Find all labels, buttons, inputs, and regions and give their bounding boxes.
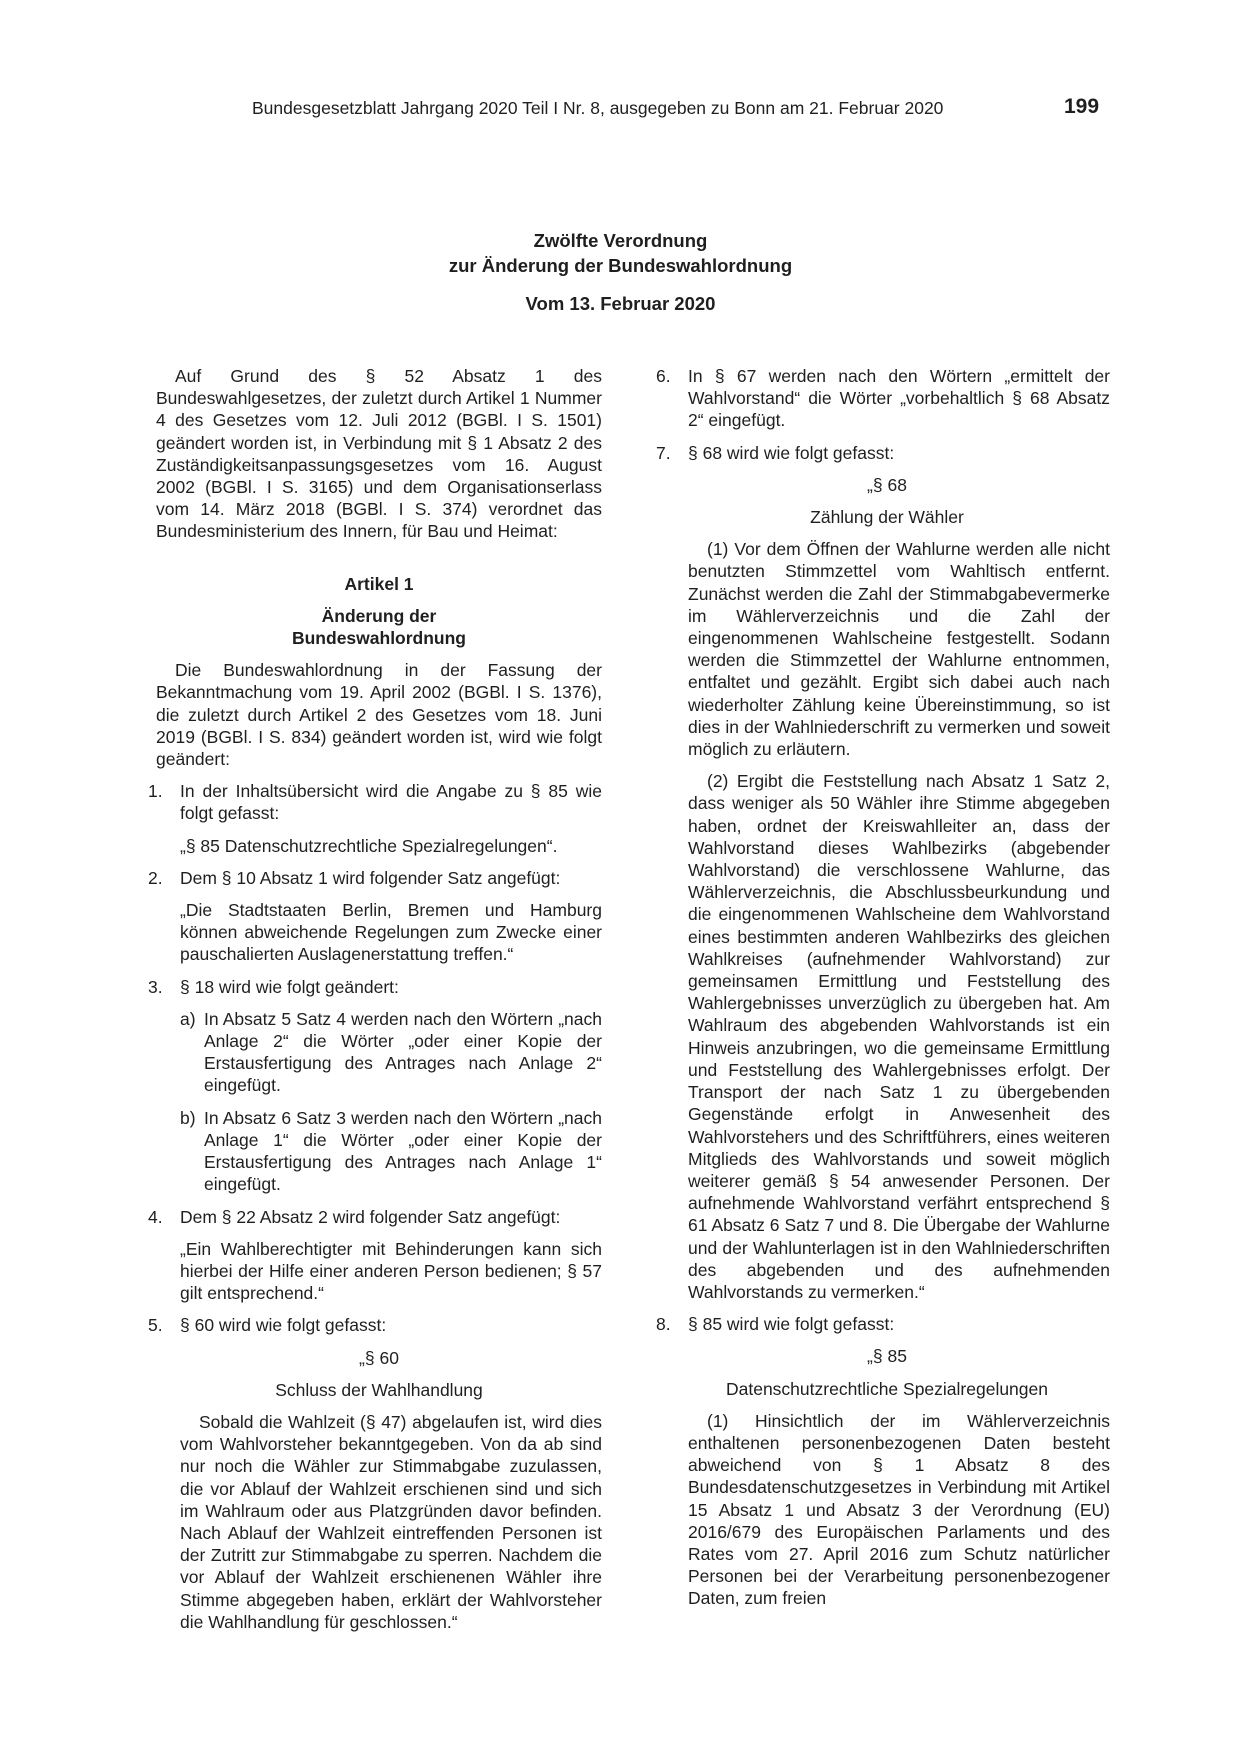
list-item-8 <box>656 1313 1110 1335</box>
list-item-text: Dem § 22 Absatz 2 wird folgender Satz angefügt: <box>180 1206 561 1227</box>
header-title: Bundesgesetzblatt Jahrgang 2020 Teil I Nr. 8, ausgegeben zu Bonn am 21. Februar 2020 <box>252 98 944 118</box>
list-item-number: 7. <box>656 442 671 463</box>
page-number: 199 <box>1064 95 1100 118</box>
right-column <box>656 365 1110 1610</box>
artikel-subheading-line-2: Bundeswahlordnung <box>291 628 467 649</box>
list-item-number: 6. <box>656 366 671 386</box>
paragraph-title-85: Datenschutzrechtliche Spezialregelungen <box>725 1378 1048 1399</box>
paragraph-body-68-2: (2) Ergibt die Feststellung nach Absatz 1 Satz 2, dass weniger als 50 Wähler ihre Stimme abgegeben haben, ordnet der Kreiswahlleiter an, dass der Wahlvorstand dieses Wahlbezirks (abgebender Wahlvorstand) die verschlossene Wahlurne, das Wählerverzeichnis, die Abschlussbeurkundung und die eingenommenen Wahlscheine dem Wahlvorstand eines bestimmten anderen Wahlbezirks des gleichen Wahlkreises (aufnehmender Wahlvorstand) zur gemeinsamen Ermittlung und Feststellung des Wahlergebnisses unverzüglich zu übergeben hat. Am Wahlraum des abgebenden Wahlvorstands ist ein Hinweis anzubringen, wo die gemeinsame Ermittlung und Feststellung des Wahlergebnisses erfolgt. Der Transport der nach Satz 1 zu übergebenden Gegenstände erfolgt in Anwesenheit des Wahlvorstehers und des Schriftführers, eines weiteren Mitglieds des Wahlvorstands und soweit möglich weiterer gemäß § 54 anwesender Personen. Der aufnehmende Wahlvorstand verfährt entsprechend § 61 Absatz 6 Satz 7 und 8. Die Übergabe der Wahlurne und der Wahlunterlagen ist in den Wahlniederschriften des abgebenden und des aufnehmenden Wahlvorstands zu vermerken.“ <box>688 771 1110 1302</box>
list-item-number: 1. <box>148 781 163 802</box>
list-item-text: § 18 wird wie folgt geändert: <box>180 976 399 997</box>
sub-item-text: In Absatz 5 Satz 4 werden nach den Wörtern „nach Anlage 2“ die Wörter „oder einer Kopie der Erstausfertigung des Antrages nach Anlage 2“ eingefügt. <box>204 1008 602 1096</box>
paragraph-number-85: „§ 85 <box>867 1346 907 1367</box>
paragraph-body-68-1: (1) Vor dem Öffnen der Wahlurne werden alle nicht benutzten Stimmzettel vom Wahltisch entfernt. Zunächst werden die Zahl der Stimmabgabevermerke im Wählerverzeichnis und die Zahl der eingenommenen Wahlscheine festgestellt. Sodann werden die Stimmzettel der Wahlurne entnommen, entfaltet und gezählt. Ergibt sich dabei auch nach wiederholter Zählung keine Übereinstimmung, so ist dies in der Wahlniederschrift zu vermerken und soweit möglich zu erläutern. <box>688 539 1110 760</box>
paragraph-title-68: Zählung der Wähler <box>810 507 964 528</box>
sub-item-label: a) <box>180 1008 196 1029</box>
list-item-6 <box>656 365 1110 432</box>
quote-1: „§ 85 Datenschutzrechtliche Spezialregelungen“. <box>180 835 558 856</box>
list-item-number: 5. <box>148 1315 163 1336</box>
paragraph-title-60: Schluss der Wahlhandlung <box>275 1379 483 1400</box>
left-column <box>148 365 602 1633</box>
paragraph-body-85-1: (1) Hinsichtlich der im Wählerverzeichnis enthaltenen personenbezogenen Daten besteht abweichend von § 1 Absatz 8 des Bundesdatenschutzgesetzes in Verbindung mit Artikel 15 Absatz 1 und Absatz 3 der Verordnung (EU) 2016/679 des Europäischen Parlaments und des Rates vom 27. April 2016 zum Schutz natürlicher Personen bei der Verarbeitung personenbezogener Daten, zum freien <box>688 1410 1110 1609</box>
list-item-1 <box>148 780 602 824</box>
list-item-number: 4. <box>148 1206 163 1227</box>
sub-item-label: b) <box>180 1107 196 1128</box>
list-item-number: 2. <box>148 867 163 888</box>
list-item-text: Dem § 10 Absatz 1 wird folgender Satz angefügt: <box>180 867 561 888</box>
paragraph-number-60: „§ 60 <box>359 1347 399 1368</box>
list-item-5 <box>148 1314 602 1336</box>
list-item-text: § 85 wird wie folgt gefasst: <box>688 1314 895 1335</box>
quote-4: „Ein Wahlberechtigter mit Behinderungen kann sich hierbei der Hilfe einer anderen Person bedienen; § 57 gilt entsprechend.“ <box>180 1238 602 1304</box>
list-item-7 <box>656 442 1110 464</box>
sub-item-a <box>156 1008 602 1097</box>
running-header <box>0 95 1241 124</box>
document-title-line-2: zur Änderung der Bundeswahlordnung <box>448 255 793 276</box>
list-item-4 <box>148 1206 602 1228</box>
sub-item-b <box>156 1107 602 1196</box>
artikel-intro: Die Bundeswahlordnung in der Fassung der Bekanntmachung vom 19. April 2002 (BGBl. I S. 1376), die zuletzt durch Artikel 2 des Gesetzes vom 18. Juni 2019 (BGBl. I S. 834) geändert worden ist, wird wie folgt geändert: <box>156 660 602 770</box>
paragraph-number-68: „§ 68 <box>867 474 907 495</box>
paragraph-body-60: Sobald die Wahlzeit (§ 47) abgelaufen ist, wird dies vom Wahlvorsteher bekanntgegeben. Von da ab sind nur noch die Wähler zur Stimmabgabe zuzulassen, die vor Ablauf der Wahlzeit erschienen sind und sich im Wahlraum oder aus Platzgründen davor befinden. Nach Ablauf der Wahlzeit eintreffenden Personen ist der Zutritt zur Stimmabgabe zu sperren. Nachdem die vor Ablauf der Wahlzeit erschienenen Wähler ihre Stimme abgegeben haben, erklärt der Wahlvorsteher die Wahlhandlung für geschlossen.“ <box>180 1411 602 1632</box>
preamble: Auf Grund des § 52 Absatz 1 des Bundeswahlgesetzes, der zuletzt durch Artikel 1 Nummer 4 des Gesetzes vom 12. Juli 2012 (BGBl. I S. 1501) geändert worden ist, in Verbindung mit § 1 Absatz 2 des Zuständigkeitsanpassungsgesetzes vom 16. August 2002 (BGBl. I S. 3165) und dem Organisationserlass vom 14. März 2018 (BGBl. I S. 374) verordnet das Bundesministerium des Innern, für Bau und Heimat: <box>156 366 602 542</box>
document-date: Vom 13. Februar 2020 <box>525 293 716 314</box>
document-title-block <box>0 228 1241 315</box>
list-item-text: In der Inhaltsübersicht wird die Angabe zu § 85 wie folgt gefasst: <box>180 781 602 824</box>
list-item-text: § 68 wird wie folgt gefasst: <box>688 442 895 463</box>
list-item-text: In § 67 werden nach den Wörtern „ermittelt der Wahlvorstand“ die Wörter „vorbehaltlich § 68 Absatz 2“ eingefügt. <box>688 366 1110 431</box>
list-item-2 <box>148 867 602 889</box>
artikel-heading: Artikel 1 <box>344 573 414 594</box>
list-item-number: 3. <box>148 976 163 997</box>
artikel-subheading-line-1: Änderung der <box>321 605 437 626</box>
list-item-number: 8. <box>656 1314 671 1335</box>
document-title-line-1: Zwölfte Verordnung <box>533 230 708 251</box>
list-item-3 <box>148 976 602 998</box>
sub-item-text: In Absatz 6 Satz 3 werden nach den Wörtern „nach Anlage 1“ die Wörter „oder einer Kopie der Erstausfertigung des Antrages nach Anlage 1“ eingefügt. <box>204 1107 602 1195</box>
list-item-text: § 60 wird wie folgt gefasst: <box>180 1315 387 1336</box>
quote-2: „Die Stadtstaaten Berlin, Bremen und Hamburg können abweichende Regelungen zum Zwecke einer pauschalierten Auslagenerstattung treffen.“ <box>180 900 602 965</box>
